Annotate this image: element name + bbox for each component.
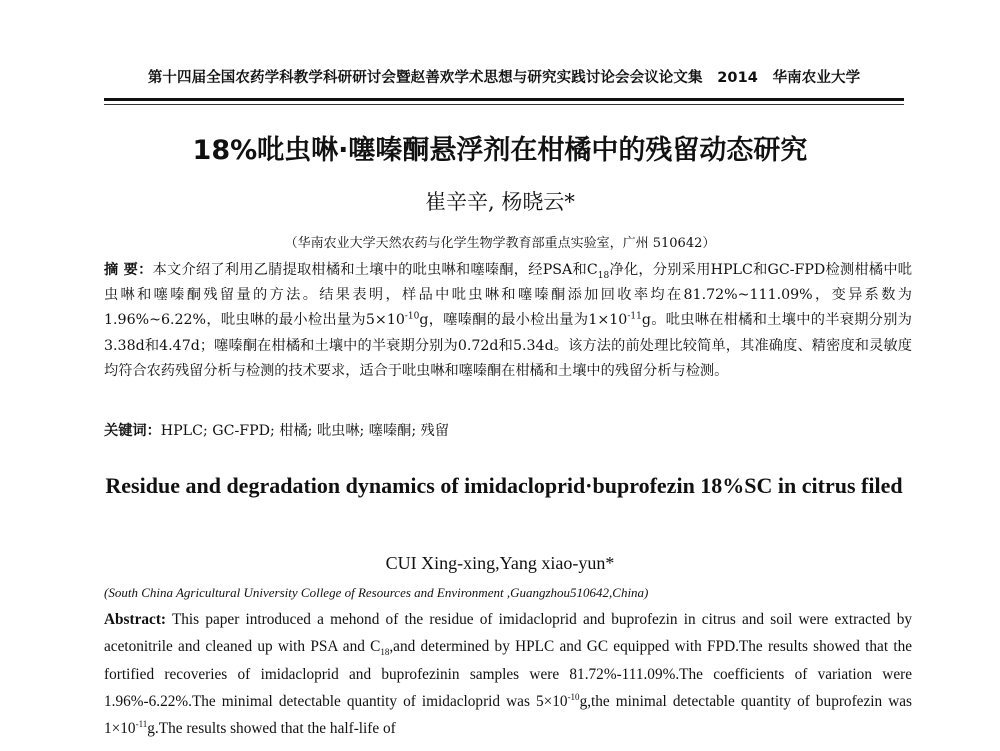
chinese-abstract-text-1: 本文介绍了利用乙腈提取柑橘和土壤中的吡虫啉和噻嗪酮，经PSA和C — [152, 262, 598, 278]
english-abstract-text-1: This paper introduced a mehond of the residue of imidacloprid and buprofezin in citrus and soil were extracted by acetonitrile and cleaned up with PSA and C — [104, 611, 912, 656]
chinese-abstract — [104, 258, 912, 384]
english-abstract-text-2: ,and determined by HPLC and GC equipped with FPD.The results showed that the fortified recoveries of imidacloprid and buprofezinin samples were 81.72%-111.09%.The coefficients of variation were 1.96%-6.22%.The minimal detectable quantity of imidacloprid was 5×10 — [104, 638, 913, 710]
chinese-abstract-exponent-2: -11 — [627, 311, 642, 322]
chinese-abstract-text-2: 净化，分别采用HPLC和GC-FPD检测柑橘中吡虫啉和噻嗪酮残留量的方法。结果表明，样品中吡虫啉和噻嗪酮添加回收率均在81.72%~111.09%，变异系数为1.96%~6.22%，吡虫啉的最小检出量为5×10 — [104, 262, 912, 329]
running-header: 第十四届全国农药学科教学科研研讨会暨赵善欢学术思想与研究实践讨论会会议论文集 2014 华南农业大学 — [147, 70, 861, 86]
chinese-abstract-label: 摘 要： — [104, 262, 153, 278]
chinese-affiliation: （华南农业大学天然农药与化学生物学教育部重点实验室，广州 510642） — [284, 236, 716, 251]
english-title: Residue and degradation dynamics of imidacloprid·buprofezin 18%SC in citrus filed — [105, 473, 903, 498]
chinese-keywords-text: HPLC; GC-FPD; 柑橘; 吡虫啉; 噻嗪酮; 残留 — [160, 423, 450, 439]
english-authors: CUI Xing-xing,Yang xiao-yun* — [385, 553, 615, 573]
english-affiliation: (South China Agricultural University College of Resources and Environment ,Guangzhou510642,China) — [104, 585, 649, 600]
english-abstract-text-3: g,the minimal detectable quantity of buprofezin was 1×10 — [104, 692, 913, 738]
chinese-abstract-text-4: g。吡虫啉在柑橘和土壤中的半衰期分别为3.38d和4.47d；噻嗪酮在柑橘和土壤中的半衰期分别为0.72d和5.34d。该方法的前处理比较简单，其准确度、精密度和灵敏度均符合农药残留分析与检测的技术要求，适合于吡虫啉和噻嗪酮在柑橘和土壤中的残留分析与检测。 — [104, 312, 912, 379]
chinese-title: 18%吡虫啉·噻嗪酮悬浮剂在柑橘中的残留动态研究 — [192, 135, 808, 166]
chinese-authors: 崔辛辛, 杨晓云* — [425, 190, 575, 214]
english-abstract-text-4: g.The results showed that the half-life of — [147, 720, 396, 738]
header-rule-thin — [104, 104, 904, 105]
chinese-keywords-label: 关键词： — [104, 423, 161, 439]
header-rule-thick — [104, 98, 904, 101]
chinese-abstract-text-3: g，噻嗪酮的最小检出量为1×10 — [419, 312, 628, 329]
chinese-abstract-subscript: 18 — [597, 270, 610, 281]
english-abstract-exponent-1: -10 — [567, 691, 580, 702]
english-abstract-label: Abstract: — [104, 611, 167, 628]
english-abstract-exponent-2: -11 — [135, 719, 148, 730]
chinese-abstract-exponent-1: -10 — [404, 311, 420, 322]
english-abstract — [104, 606, 912, 742]
chinese-keywords — [104, 420, 912, 440]
english-abstract-subscript: 18 — [380, 647, 390, 658]
